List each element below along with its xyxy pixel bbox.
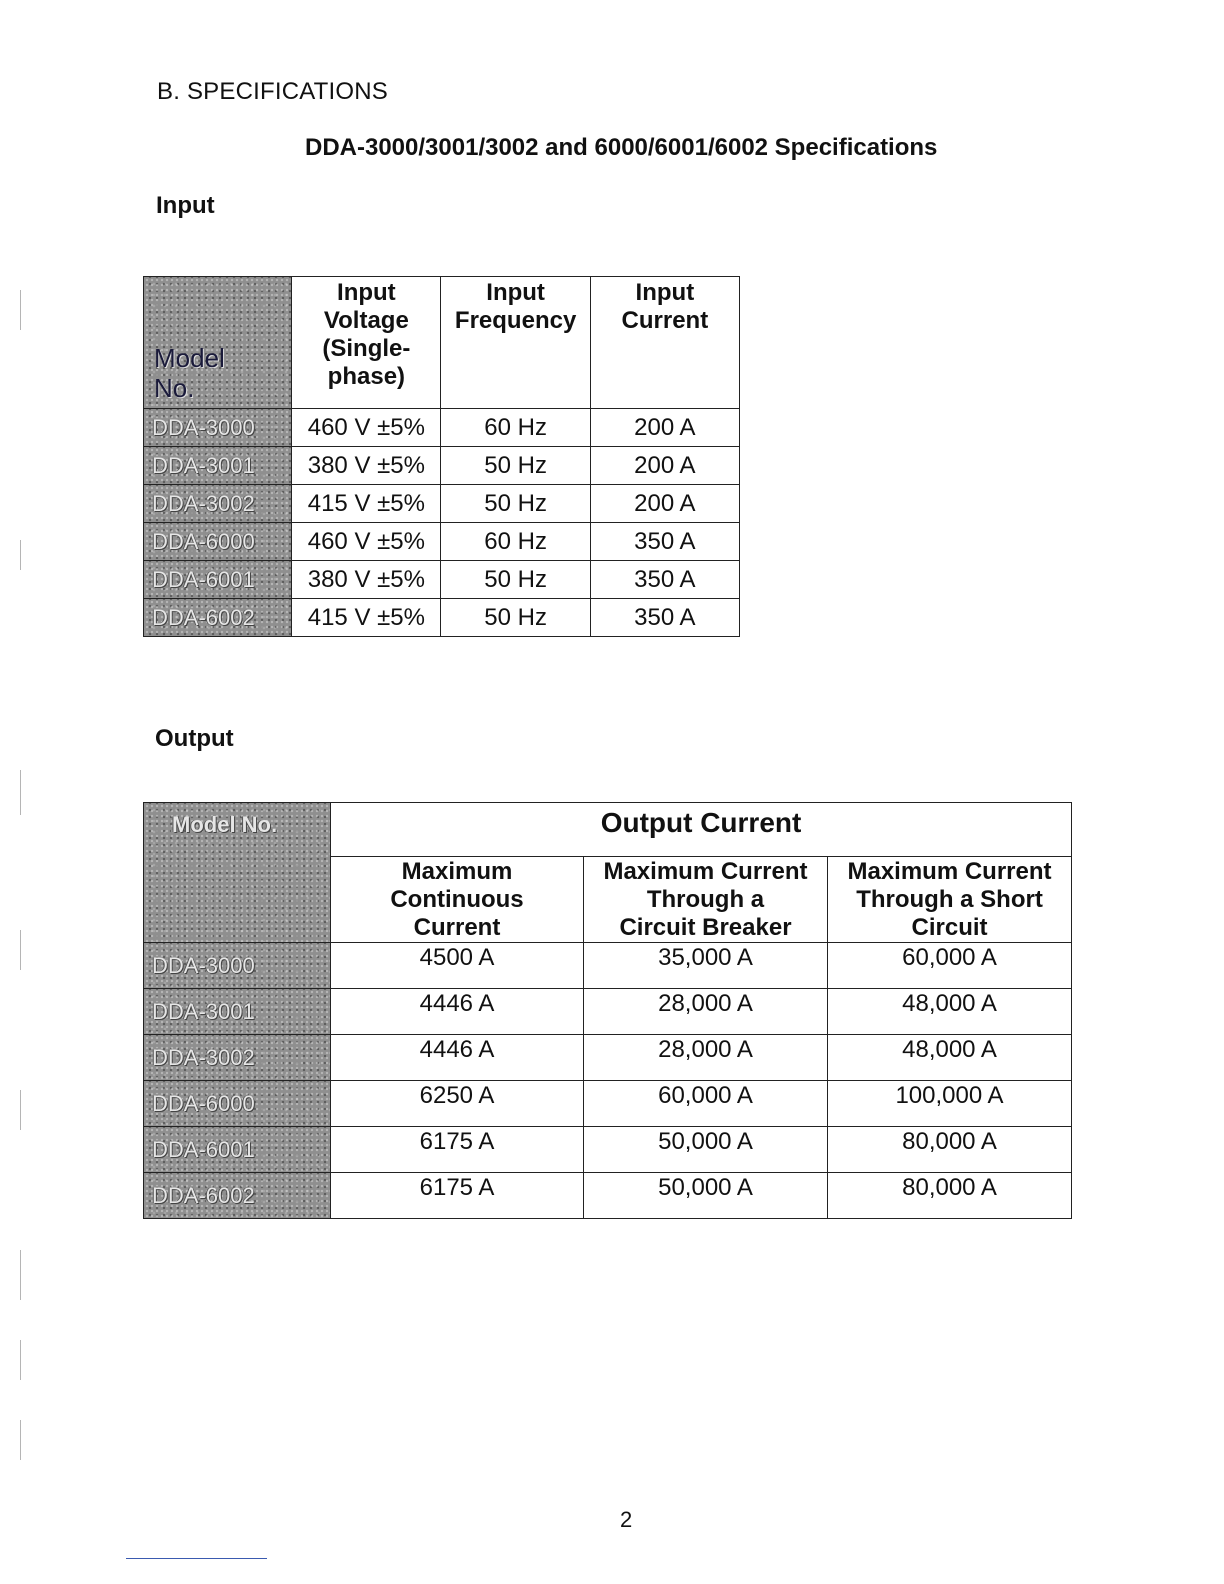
header-line: (Single- xyxy=(322,335,411,362)
model-cell-label: DDA-3001 xyxy=(152,452,255,478)
model-cell xyxy=(144,1035,331,1081)
header-line: Voltage xyxy=(323,307,409,334)
table-row xyxy=(144,1035,1072,1081)
max-short-cell: 100,000 A xyxy=(828,1081,1072,1127)
max-breaker-cell: 28,000 A xyxy=(584,989,828,1035)
model-header-label: Model No. xyxy=(172,812,278,837)
input-voltage-header xyxy=(292,277,441,409)
model-cell-label: DDA-6001 xyxy=(152,1136,255,1162)
model-header-line: Model xyxy=(154,343,225,373)
max-short-cell: 80,000 A xyxy=(828,1127,1072,1173)
max-breaker-cell: 50,000 A xyxy=(584,1173,828,1219)
max-continuous-cell: 4446 A xyxy=(331,1035,584,1081)
table-row xyxy=(144,1127,1072,1173)
header-line: Continuous xyxy=(390,886,524,913)
model-cell xyxy=(144,599,292,637)
header-line: Input xyxy=(635,279,695,306)
max-breaker-cell: 28,000 A xyxy=(584,1035,828,1081)
output-group-row xyxy=(144,803,1072,857)
header-line: Input xyxy=(486,279,545,306)
max-short-cell: 48,000 A xyxy=(828,1035,1072,1081)
model-cell xyxy=(144,1173,331,1219)
header-line: Maximum Current xyxy=(847,858,1052,885)
table-row xyxy=(144,599,740,637)
voltage-cell: 460 V ±5% xyxy=(292,409,441,447)
table-row xyxy=(144,523,740,561)
model-cell-label: DDA-6000 xyxy=(152,1090,255,1116)
model-cell-label: DDA-3000 xyxy=(152,414,255,440)
max-continuous-cell: 4446 A xyxy=(331,989,584,1035)
max-breaker-header xyxy=(584,857,828,943)
table-row xyxy=(144,485,740,523)
header-line: Circuit Breaker xyxy=(619,914,792,941)
frequency-cell: 60 Hz xyxy=(441,409,590,447)
voltage-cell: 415 V ±5% xyxy=(292,485,441,523)
voltage-cell: 380 V ±5% xyxy=(292,561,441,599)
max-continuous-cell: 6175 A xyxy=(331,1173,584,1219)
max-breaker-cell: 60,000 A xyxy=(584,1081,828,1127)
model-cell xyxy=(144,943,331,989)
max-short-cell: 80,000 A xyxy=(828,1173,1072,1219)
input-header-row xyxy=(144,277,740,409)
table-row xyxy=(144,561,740,599)
table-row xyxy=(144,989,1072,1035)
output-current-group-header: Output Current xyxy=(331,803,1072,857)
current-cell: 350 A xyxy=(590,561,739,599)
section-heading: B. SPECIFICATIONS xyxy=(157,78,388,105)
frequency-cell: 50 Hz xyxy=(441,485,590,523)
max-short-cell: 48,000 A xyxy=(828,989,1072,1035)
model-no-header xyxy=(144,803,331,943)
output-spec-table xyxy=(143,802,1072,1219)
model-cell xyxy=(144,561,292,599)
model-cell xyxy=(144,1081,331,1127)
table-row xyxy=(144,447,740,485)
input-frequency-header xyxy=(441,277,590,409)
frequency-cell: 50 Hz xyxy=(441,561,590,599)
model-cell-label: DDA-6001 xyxy=(152,566,255,592)
model-cell xyxy=(144,989,331,1035)
model-no-header xyxy=(144,277,292,409)
header-line: Current xyxy=(413,914,501,941)
model-cell-label: DDA-3002 xyxy=(152,490,255,516)
footnote-rule xyxy=(126,1558,267,1559)
header-line: phase) xyxy=(327,363,406,390)
model-cell xyxy=(144,447,292,485)
model-cell-label: DDA-3001 xyxy=(152,998,255,1024)
document-title: DDA-3000/3001/3002 and 6000/6001/6002 Specifications xyxy=(305,134,938,161)
max-short-cell: 60,000 A xyxy=(828,943,1072,989)
header-line: Frequency xyxy=(454,307,577,334)
page-number: 2 xyxy=(620,1507,633,1532)
current-cell: 200 A xyxy=(590,485,739,523)
table-row xyxy=(144,943,1072,989)
model-cell xyxy=(144,485,292,523)
current-cell: 350 A xyxy=(590,523,739,561)
voltage-cell: 460 V ±5% xyxy=(292,523,441,561)
frequency-cell: 50 Hz xyxy=(441,599,590,637)
input-current-header xyxy=(590,277,739,409)
header-line: Maximum xyxy=(401,858,513,885)
model-cell-label: DDA-6000 xyxy=(152,528,255,554)
max-continuous-header xyxy=(331,857,584,943)
current-cell: 350 A xyxy=(590,599,739,637)
table-row xyxy=(144,409,740,447)
current-cell: 200 A xyxy=(590,447,739,485)
model-cell-label: DDA-6002 xyxy=(152,604,255,630)
model-cell xyxy=(144,409,292,447)
max-short-header xyxy=(828,857,1072,943)
header-line: Current xyxy=(621,307,709,334)
model-cell xyxy=(144,523,292,561)
header-line: Input xyxy=(337,279,396,306)
max-continuous-cell: 6175 A xyxy=(331,1127,584,1173)
table-row xyxy=(144,1081,1072,1127)
model-cell-label: DDA-3002 xyxy=(152,1044,255,1070)
header-line: Circuit xyxy=(911,914,988,941)
table-row xyxy=(144,1173,1072,1219)
max-breaker-cell: 35,000 A xyxy=(584,943,828,989)
max-continuous-cell: 4500 A xyxy=(331,943,584,989)
input-heading: Input xyxy=(156,192,215,219)
input-spec-table xyxy=(143,276,740,637)
header-line: Maximum Current xyxy=(603,858,808,885)
model-cell xyxy=(144,1127,331,1173)
model-cell-label: DDA-3000 xyxy=(152,952,255,978)
output-heading: Output xyxy=(155,725,234,752)
max-breaker-cell: 50,000 A xyxy=(584,1127,828,1173)
voltage-cell: 380 V ±5% xyxy=(292,447,441,485)
voltage-cell: 415 V ±5% xyxy=(292,599,441,637)
frequency-cell: 50 Hz xyxy=(441,447,590,485)
current-cell: 200 A xyxy=(590,409,739,447)
model-header-line: No. xyxy=(154,373,195,403)
header-line: Through a Short xyxy=(856,886,1043,913)
model-cell-label: DDA-6002 xyxy=(152,1182,255,1208)
header-line: Through a xyxy=(646,886,765,913)
frequency-cell: 60 Hz xyxy=(441,523,590,561)
max-continuous-cell: 6250 A xyxy=(331,1081,584,1127)
